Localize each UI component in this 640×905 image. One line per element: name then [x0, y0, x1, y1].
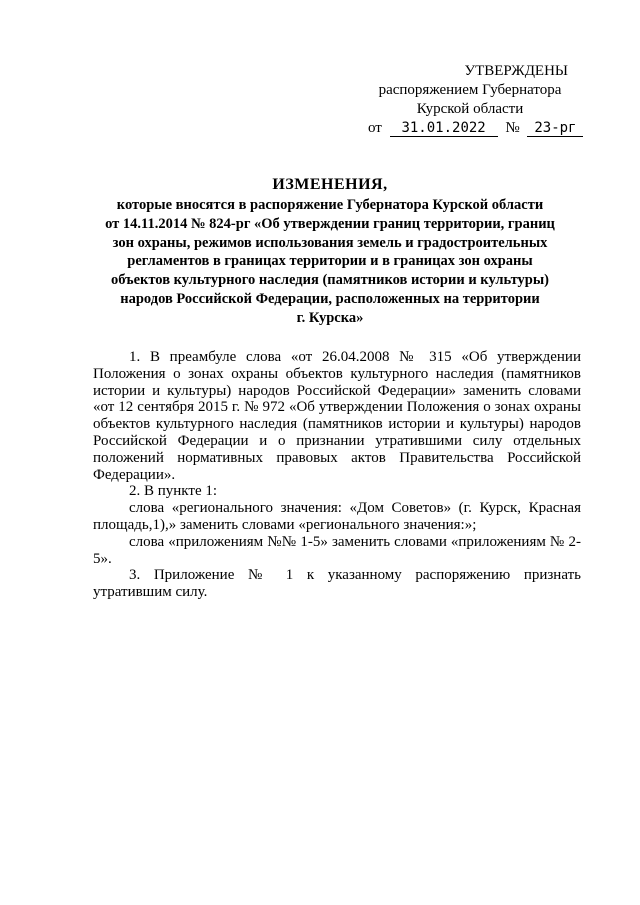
paragraph-5: 3. Приложение № 1 к указанному распоряжению признать утратившим силу.: [93, 567, 581, 601]
title-line: регламентов в границах территории и в границах зон охраны: [127, 253, 533, 270]
title-line: которые вносятся в распоряжение Губернатора Курской области: [116, 197, 544, 213]
document-title: [60, 174, 600, 328]
title-heading: ИЗМЕНЕНИЯ,: [272, 176, 388, 193]
paragraph-1: 1. В преамбуле слова «от 26.04.2008 № 315 «Об утверждении Положения о зонах охраны объектов культурного наследия (памятников истории и культуры) народов Российской Федерации» заменить словами «от 12 сентября 2015 г. № 972 «Об утверждении Положения о зонах охраны объектов культурного наследия (памятников истории и культуры) народов Российской Федерации и о признании утратившими силу отдельных положений нормативных правовых актов Правительства Российской Федерации».: [93, 349, 581, 483]
approval-block: [360, 62, 580, 138]
title-line: народов Российской Федерации, расположенных на территории: [120, 290, 540, 307]
approval-date: 31.01.2022: [390, 120, 498, 137]
approval-title: УТВЕРЖДЕНЫ: [464, 63, 568, 79]
approval-number: 23-рг: [527, 120, 583, 137]
approval-line-2: Курской области: [416, 101, 524, 117]
title-line: зон охраны, режимов использования земель и градостроительных: [112, 234, 548, 251]
paragraph-4: слова «приложениям №№ 1-5» заменить словами «приложениям № 2-5».: [93, 533, 581, 567]
approval-line-1: распоряжением Губернатора: [378, 82, 562, 98]
title-line: объектов культурного наследия (памятников истории и культуры): [110, 272, 549, 289]
paragraph-3: слова «регионального значения: «Дом Советов» (г. Курск, Красная площадь,1),» заменить словами «регионального значения:»;: [93, 500, 581, 533]
title-line: г. Курска»: [296, 309, 364, 326]
paragraph-2: 2. В пункте 1:: [129, 483, 218, 500]
from-label: от: [368, 120, 382, 136]
approval-date-number-row: [368, 119, 588, 138]
document-body: [93, 349, 581, 601]
number-label: №: [505, 120, 520, 136]
title-line: от 14.11.2014 № 824-рг «Об утверждении границ территории, границ: [105, 215, 555, 232]
